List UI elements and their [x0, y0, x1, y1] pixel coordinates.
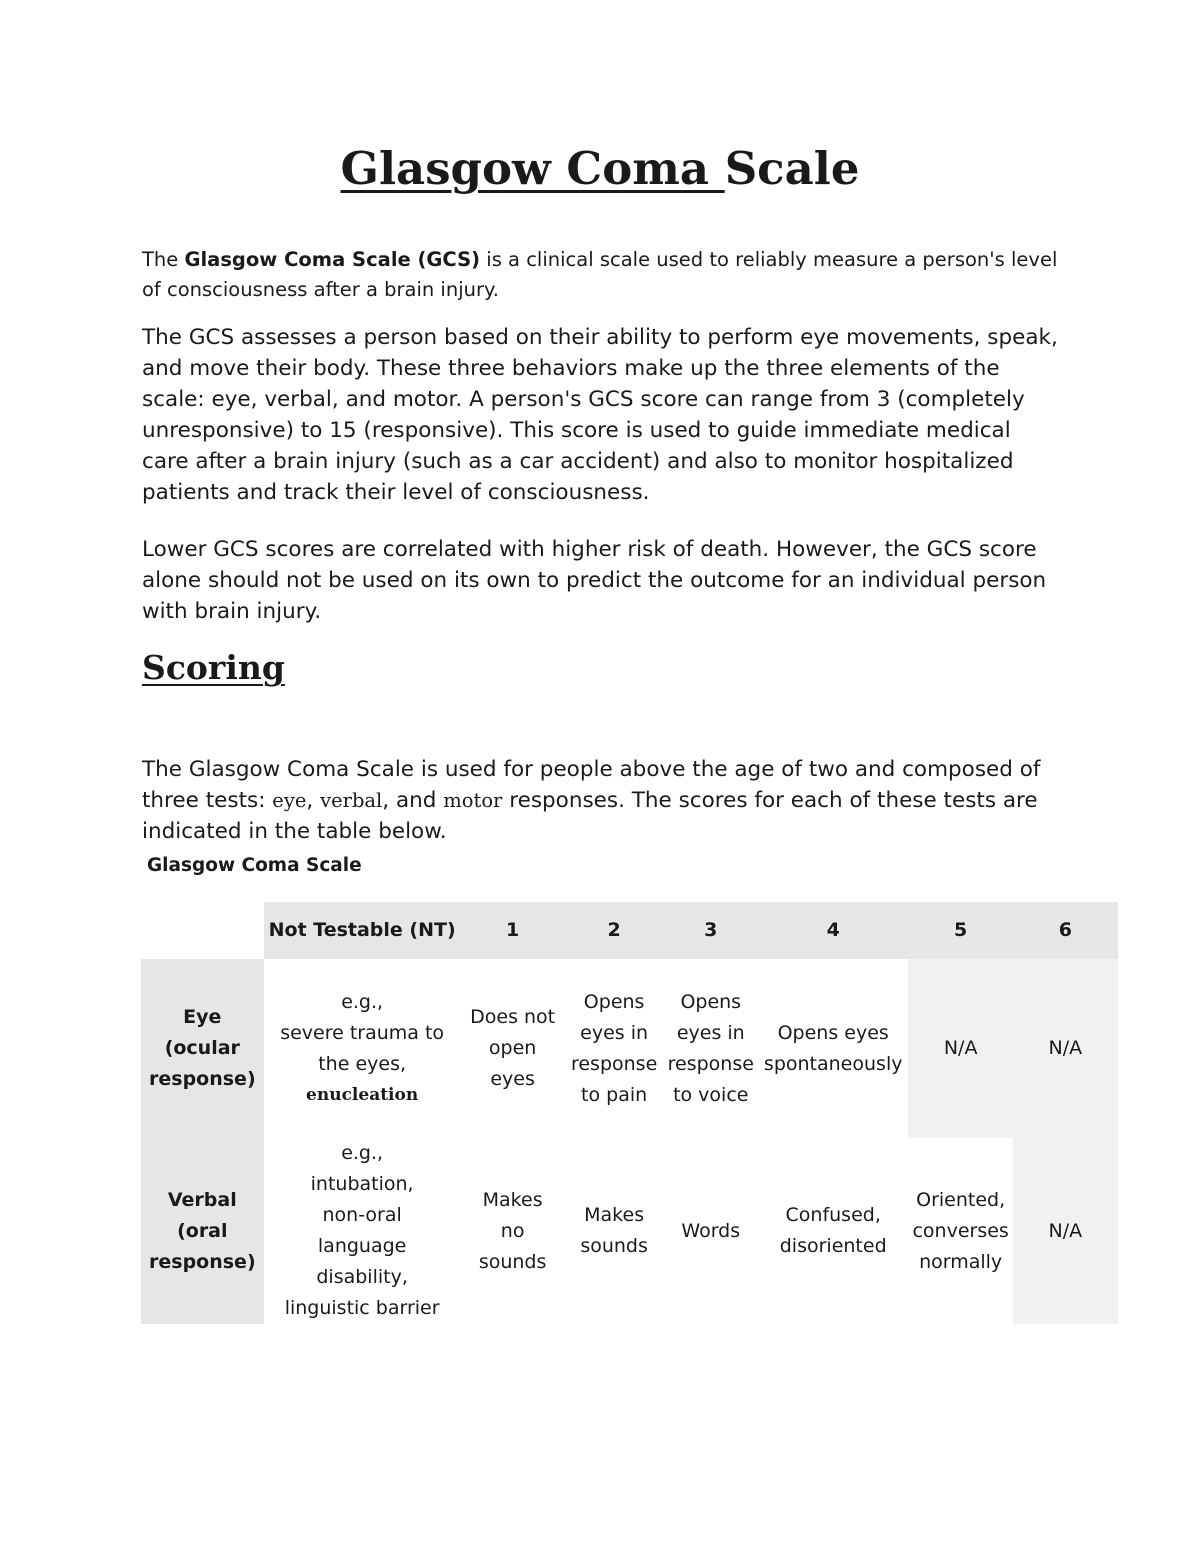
intro-paragraph	[142, 245, 1062, 305]
sep-1: ,	[306, 788, 321, 813]
header-score-1: 1	[461, 902, 565, 959]
verbal-nt-barrier: linguistic barrier	[284, 1297, 440, 1319]
term-verbal: verbal	[320, 789, 383, 812]
scoring-post: responses. The scores for each of these tests are indicated in the table below.	[142, 788, 1038, 844]
risk-paragraph: Lower GCS scores are correlated with higher risk of death. However, the GCS score alone should not be used on its own to predict the outcome for an individual person with brain injury.	[142, 537, 1047, 624]
verbal-score-5	[908, 1138, 1012, 1324]
intro-pre: The	[142, 248, 185, 271]
term-motor: motor	[443, 789, 503, 812]
scoring-pre: The Glasgow Coma Scale is used for people above the age of two and composed of three tests:	[142, 757, 1041, 813]
scoring-paragraph	[142, 754, 1062, 847]
eye-nt-enucleation: enucleation	[306, 1084, 419, 1105]
row-label-eye-text: Eye (ocular response)	[149, 1006, 256, 1090]
term-eye: eye	[272, 789, 307, 812]
eye-score-3	[664, 959, 758, 1138]
gcs-description-paragraph: The GCS assesses a person based on their ability to perform eye movements, speak, and move their body. These three behaviors make up the three elements of the scale: eye, verbal, and motor. A person's GCS score can range from 3 (completely unresponsive) to 15 (responsive). This score is used to guide immediate medical care after a brain injury (such as a car accident) and also to monitor hospitalized patients and track their level of consciousness.	[142, 325, 1058, 505]
verbal-nt-language: non-oral language disability,	[316, 1204, 408, 1288]
header-blank-cell	[141, 902, 264, 959]
header-score-3: 3	[664, 902, 758, 959]
eye-nt-example: e.g.,	[341, 990, 384, 1013]
title-underlined: Glasgow Coma	[340, 142, 725, 195]
verbal-score-1-text: Makes no sounds	[478, 1188, 547, 1273]
eye-score-3-text: Opens eyes in response to voice	[667, 990, 754, 1106]
eye-score-5: N/A	[908, 959, 1012, 1138]
table-header-row	[141, 902, 1118, 959]
eye-score-4-text: Opens eyes spontaneously	[763, 1021, 903, 1075]
page-title	[0, 138, 1200, 200]
intro-bold-term: Glasgow Coma Scale (GCS)	[184, 248, 481, 271]
intro-post: is a clinical scale used to reliably measure a person's level of consciousness after a brain injury.	[142, 248, 1058, 301]
eye-score-1-text: Does not open eyes	[470, 1006, 556, 1090]
verbal-score-5-text: Oriented, converses normally	[912, 1188, 1009, 1273]
eye-nt-detail: severe trauma to the eyes,	[280, 1021, 445, 1075]
verbal-score-4-text: Confused, disoriented	[779, 1204, 887, 1257]
verbal-score-2-text: Makes sounds	[580, 1204, 648, 1257]
header-score-6: 6	[1013, 902, 1118, 959]
table-caption: Glasgow Coma Scale	[147, 855, 362, 876]
table-row-verbal	[141, 1138, 1118, 1324]
eye-score-2	[565, 959, 664, 1138]
verbal-not-testable-cell	[264, 1138, 461, 1324]
gcs-table	[141, 902, 1118, 1324]
eye-score-2-text: Opens eyes in response to pain	[570, 990, 658, 1106]
header-score-4: 4	[758, 902, 909, 959]
header-score-5: 5	[908, 902, 1012, 959]
eye-score-4	[758, 959, 909, 1138]
title-rest: Scale	[724, 142, 860, 195]
row-label-verbal	[141, 1138, 264, 1324]
eye-score-6: N/A	[1013, 959, 1118, 1138]
row-label-verbal-text: Verbal (oral response)	[149, 1188, 256, 1273]
scoring-heading: Scoring	[142, 648, 285, 687]
verbal-nt-intubation: intubation,	[310, 1173, 414, 1195]
verbal-score-1	[461, 1138, 565, 1324]
row-label-eye	[141, 959, 264, 1138]
verbal-score-4	[758, 1138, 909, 1324]
header-not-testable: Not Testable (NT)	[264, 902, 461, 959]
table-row-eye	[141, 959, 1118, 1138]
sep-2: , and	[382, 788, 444, 813]
verbal-score-2	[565, 1138, 664, 1324]
verbal-nt-example: e.g.,	[341, 1142, 384, 1164]
eye-not-testable-cell	[264, 959, 461, 1138]
verbal-score-6: N/A	[1013, 1138, 1118, 1324]
verbal-score-3: Words	[681, 1219, 741, 1242]
header-score-2: 2	[565, 902, 664, 959]
eye-score-1	[461, 959, 565, 1138]
